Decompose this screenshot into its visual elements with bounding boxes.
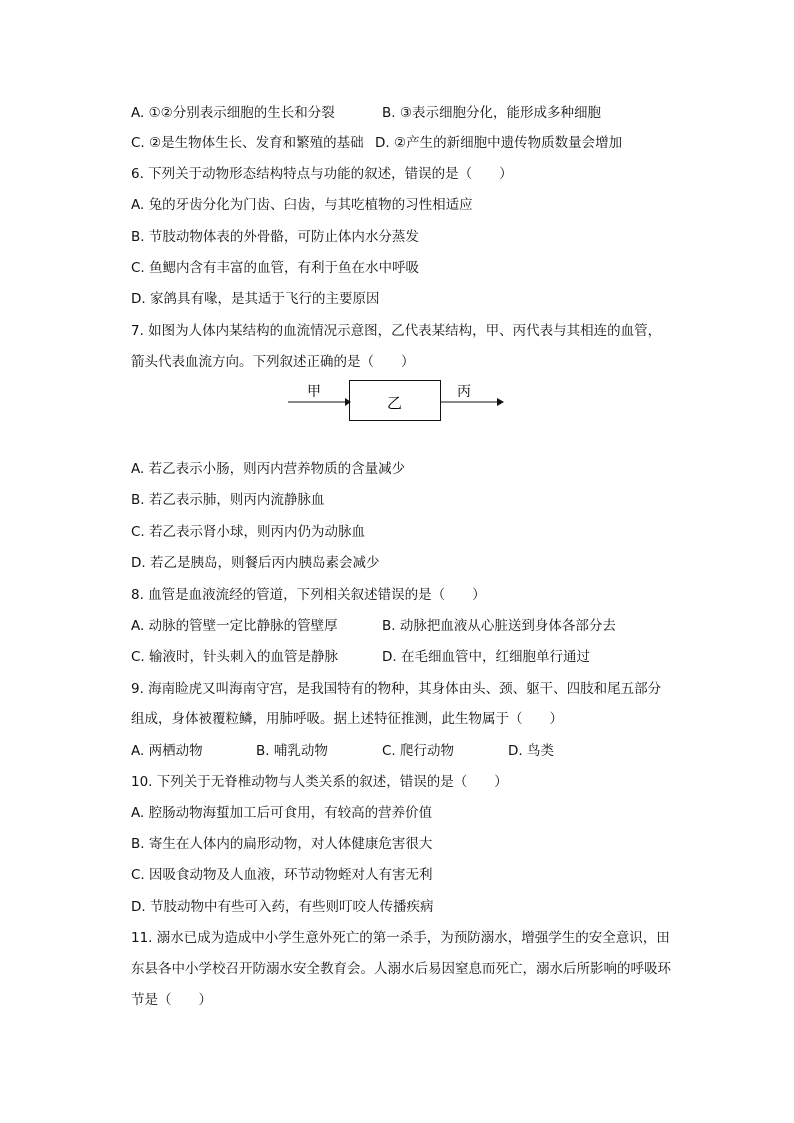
q9-option-a: A. 两栖动物 xyxy=(131,743,203,759)
q7-stem-line1: 7. 如图为人体内某结构的血流情况示意图，乙代表某结构，甲、丙代表与其相连的血管， xyxy=(131,323,662,339)
q6-option-b: B. 节肢动物体表的外骨骼，可防止体内水分蒸发 xyxy=(131,229,419,245)
q7-option-b: B. 若乙表示肺，则丙内流静脉血 xyxy=(131,492,325,508)
q11-stem-line2: 东县各中小学校召开防溺水安全教育会。人溺水后易因窒息而死亡，溺水后所影响的呼吸环 xyxy=(131,961,671,977)
vessel-bing-label: 丙 xyxy=(457,384,471,400)
q8-option-c: C. 输液时，针头刺入的血管是静脉 xyxy=(131,649,339,665)
q6-stem: 6. 下列关于动物形态结构特点与功能的叙述，错误的是（ ） xyxy=(131,166,513,182)
q9-option-c: C. 爬行动物 xyxy=(382,743,455,759)
q7-option-a: A. 若乙表示小肠，则丙内营养物质的含量减少 xyxy=(131,461,406,477)
q10-option-b: B. 寄生在人体内的扁形动物，对人体健康危害很大 xyxy=(131,836,433,852)
q5-option-b: B. ③表示细胞分化，能形成多种细胞 xyxy=(382,105,601,121)
q10-option-d: D. 节肢动物中有些可入药，有些则叮咬人传播疾病 xyxy=(131,899,434,915)
vessel-jia-label: 甲 xyxy=(307,384,321,400)
q8-option-a: A. 动脉的管壁一定比静脉的管壁厚 xyxy=(131,618,338,634)
q8-option-d: D. 在毛细血管中，红细胞单行通过 xyxy=(382,649,590,665)
q6-option-a: A. 兔的牙齿分化为门齿、臼齿，与其吃植物的习性相适应 xyxy=(131,197,473,213)
q10-option-c: C. 因吸食动物及人血液，环节动物蛭对人有害无利 xyxy=(131,867,433,883)
q8-stem: 8. 血管是血液流经的管道，下列相关叙述错误的是（ ） xyxy=(131,587,486,603)
blood-flow-diagram-svg xyxy=(285,376,515,426)
q5-option-d: D. ②产生的新细胞中遗传物质数量会增加 xyxy=(375,135,623,151)
q9-stem-line1: 9. 海南睑虎又叫海南守宫，是我国特有的物种，其身体由头、颈、躯干、四肢和尾五部分 xyxy=(131,681,662,697)
q6-option-d: D. 家鸽具有喙，是其适于飞行的主要原因 xyxy=(131,291,380,307)
q9-option-b: B. 哺乳动物 xyxy=(256,743,328,759)
q7-option-c: C. 若乙表示肾小球，则丙内仍为动脉血 xyxy=(131,524,366,540)
q11-stem-line1: 11. 溺水已成为造成中小学生意外死亡的第一杀手，为预防溺水，增强学生的安全意识，田 xyxy=(131,930,670,946)
outflow-arrow-head xyxy=(497,398,504,406)
q5-option-c: C. ②是生物体生长、发育和繁殖的基础 xyxy=(131,135,364,151)
inflow-arrow-head xyxy=(345,398,351,406)
q5-option-a: A. ①②分别表示细胞的生长和分裂 xyxy=(131,105,335,121)
q10-stem: 10. 下列关于无脊椎动物与人类关系的叙述，错误的是（ ） xyxy=(131,774,508,790)
q8-option-b: B. 动脉把血液从心脏送到身体各部分去 xyxy=(382,618,616,634)
q9-stem-line2: 组成，身体被覆粒鳞，用肺呼吸。据上述特征推测，此生物属于（ ） xyxy=(131,711,563,727)
q9-option-d: D. 鸟类 xyxy=(508,743,554,759)
structure-yi-label: 乙 xyxy=(387,394,403,412)
q6-option-c: C. 鱼鳃内含有丰富的血管，有利于鱼在水中呼吸 xyxy=(131,260,420,276)
q10-option-a: A. 腔肠动物海蜇加工后可食用，有较高的营养价值 xyxy=(131,805,433,821)
q11-stem-line3: 节是（ ） xyxy=(131,992,212,1008)
blood-flow-diagram xyxy=(285,376,515,426)
q7-stem-line2: 箭头代表血流方向。下列叙述正确的是（ ） xyxy=(131,354,415,370)
q7-option-d: D. 若乙是胰岛，则餐后丙内胰岛素会减少 xyxy=(131,555,380,571)
